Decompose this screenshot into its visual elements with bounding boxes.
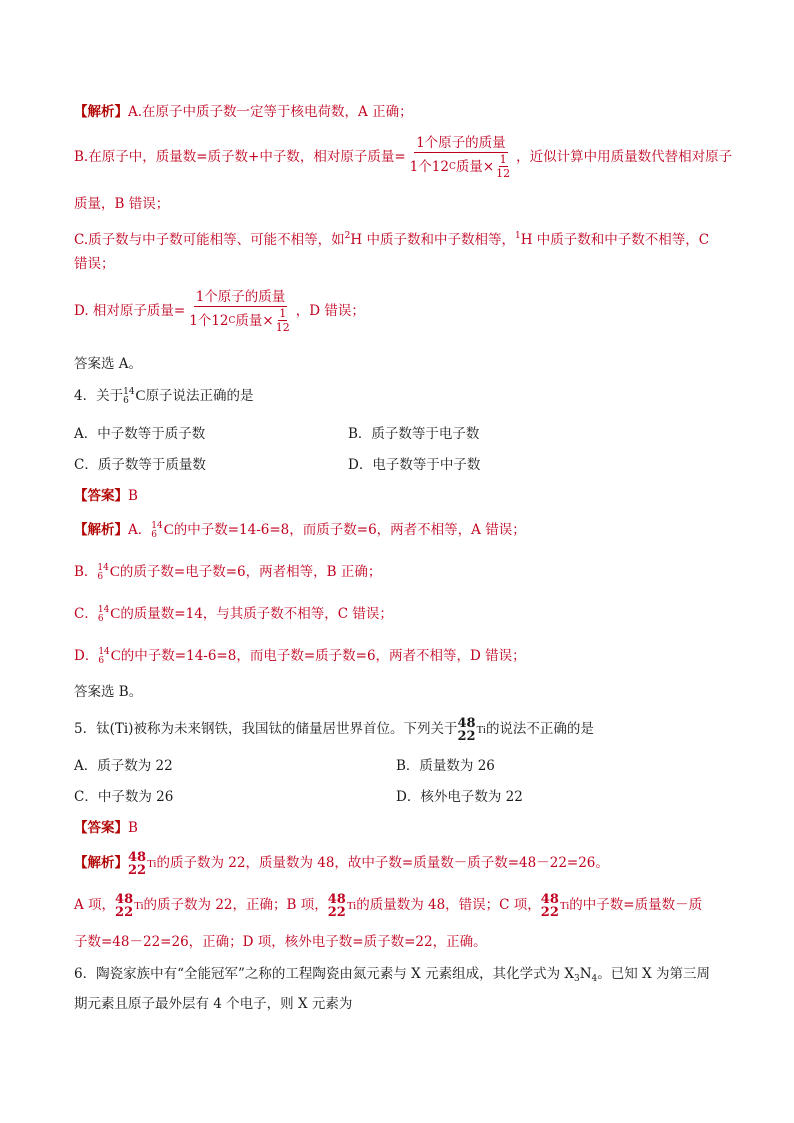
q4-analysis-b: B． 14 6 C的质子数=电子数=6，两者相等，B 正确； xyxy=(74,562,382,582)
q5-option-c[interactable]: C．中子数为 26 xyxy=(74,789,174,805)
q4-option-a[interactable]: A．中子数等于质子数 xyxy=(74,426,206,442)
q4-analysis-d: D． 14 6 C的中子数=14-6=8，而电子数=质子数=6，两者不相等，D 错误； xyxy=(74,646,526,666)
analysis3-line-b-cont: 质量，B 错误； xyxy=(74,196,170,212)
q4-option-c[interactable]: C．质子数等于质量数 xyxy=(74,457,206,473)
analysis3-line-a: 【解析】A.在原子中质子数一定等于核电荷数，A 正确； xyxy=(74,104,413,120)
q4-stem: 4．关于 14 6 C原子说法正确的是 xyxy=(74,386,254,406)
q4-answer: 【答案】B xyxy=(74,488,138,504)
relative-mass-fraction-2: 1个原子的质量 1个12 C 质量× $\frac{1}{12}$ xyxy=(189,289,290,334)
q5-option-b[interactable]: B．质量数为 26 xyxy=(396,758,495,774)
q4-analysis-c: C． 14 6 C的质量数=14，与其质子数不相等，C 错误； xyxy=(74,604,393,624)
q5-answer: 【答案】B xyxy=(74,820,138,836)
q4-option-b[interactable]: B．质子数等于电子数 xyxy=(348,426,480,442)
q5-analysis-line1: 【解析】 48 22 Ti的质子数为 22，质量数为 48，故中子数=质量数－质子数=48－22=26。 xyxy=(74,849,609,878)
q4-analysis-a: 【解析】A． 14 6 C的中子数=14-6=8，而质子数=6，两者不相等，A 错误； xyxy=(74,520,526,540)
relative-mass-fraction: 1个原子的质量 1个12 C 质量× $\frac{1}{12}$ xyxy=(409,135,511,180)
analysis3-line-d: D. 相对原子质量= 1个原子的质量 1个12 C 质量× $\frac{1}{12}$ ，D 错误； xyxy=(74,289,365,334)
analysis3-answer: 答案选 A。 xyxy=(74,356,143,372)
analysis3-line-b: B.在原子中，质量数=质子数+中子数，相对原子质量= 1个原子的质量 1个12 C 质量× $\frac{1}{12}$ ，近似计算中用质量数代替相对原子 xyxy=(74,135,733,180)
q4-option-d[interactable]: D．电子数等于中子数 xyxy=(348,457,481,473)
q5-option-d[interactable]: D．核外电子数为 22 xyxy=(396,789,523,805)
q6-stem-line2: 期元素且原子最外层有 4 个电子，则 X 元素为 xyxy=(74,996,353,1012)
q5-analysis-line3: 子数=48－22=26，正确；D 项，核外电子数=质子数=22，正确。 xyxy=(74,934,487,950)
analysis3-line-c-cont: 错误； xyxy=(74,256,115,272)
q6-stem-line1: 6．陶瓷家族中有“全能冠军”之称的工程陶瓷由氮元素与 X 元素组成，其化学式为 $X_3N_4$。已知 X 为第三周 xyxy=(74,966,710,984)
q4-final-answer: 答案选 B。 xyxy=(74,684,143,700)
analysis3-line-c: C.质子数与中子数可能相等、可能不相等，如$^2$H 中质子数和中子数相等，$^1$H 中质子数和中子数不相等，C xyxy=(74,231,710,248)
q5-stem: 5．钛(Ti)被称为未来钢铁，我国钛的储量居世界首位。下列关于 48 22 Ti的说法不正确的是 xyxy=(74,715,594,744)
q5-analysis-line2: A 项， 48 22 Ti的质子数为 22，正确；B 项， 48 22 Ti的质量数为 48，错误；C 项， 48 22 Ti的中子数=质量数－质 xyxy=(74,891,703,920)
q5-option-a[interactable]: A．质子数为 22 xyxy=(74,758,173,774)
